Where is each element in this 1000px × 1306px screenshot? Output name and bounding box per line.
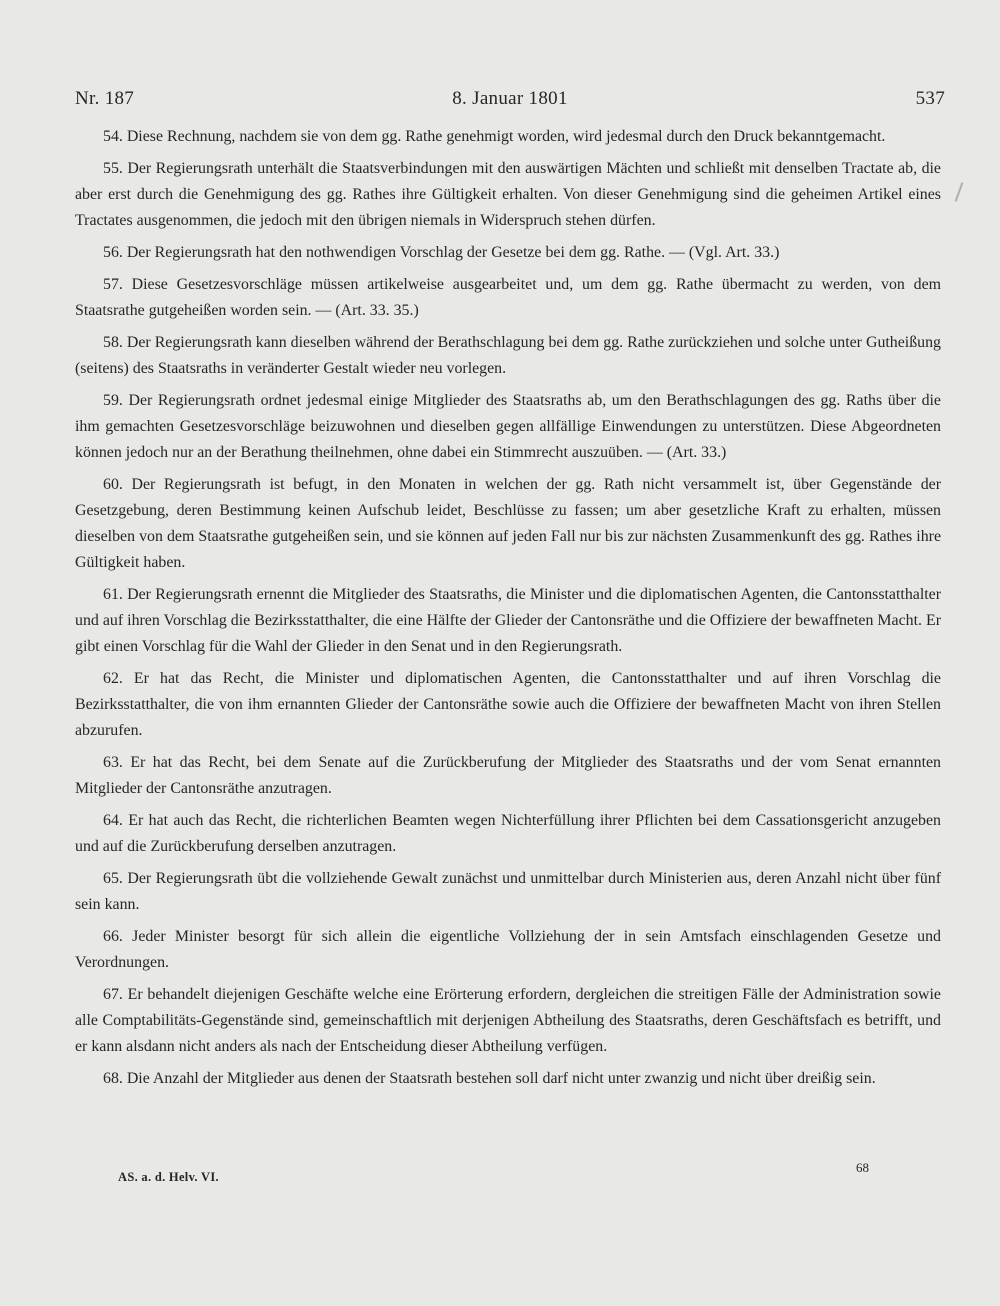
article-56: 56. Der Regierungsrath hat den nothwendigen Vorschlag der Gesetze bei dem gg. Rathe. — (Vgl. Art. 33.) — [103, 244, 780, 261]
article-55: 55. Der Regierungsrath unterhält die Staatsverbindungen mit den auswärtigen Mächten und schließt mit denselben Tractate ab, die aber erst durch die Genehmigung des gg. Rathes ihre Gültigkeit erhalten. Von dieser Genehmigung sind die geheimen Artikel eines Tractates ausgenommen, die jedoch mit den übrigen niemals in Widerspruch stehen dürfen. — [75, 160, 941, 229]
article-59: 59. Der Regierungsrath ordnet jedesmal einige Mitglieder des Staatsraths ab, um den Berathschlagungen des gg. Raths über die ihm gemachten Gesetzesvorschläge beizuwohnen und dieselben gegen allfällige Einwendungen zu unterstützen. Diese Abgeordneten können jedoch nur an der Berathung theilnehmen, ohne dabei ein Stimmrecht auszuüben. — (Art. 33.) — [75, 392, 941, 461]
margin-mark — [955, 182, 964, 201]
article-57: 57. Diese Gesetzesvorschläge müssen artikelweise ausgearbeitet und, um dem gg. Rathe übermacht zu werden, von dem Staatsrathe gutgeheißen worden sein. — (Art. 33. 35.) — [75, 276, 941, 319]
article-58: 58. Der Regierungsrath kann dieselben während der Berathschlagung bei dem gg. Rathe zurückziehen und solche unter Gutheißung (seitens) des Staatsraths in veränderter Gestalt wieder neu vorlegen. — [75, 334, 941, 377]
article-54: 54. Diese Rechnung, nachdem sie von dem gg. Rathe genehmigt worden, wird jedesmal durch den Druck bekanntgemacht. — [103, 128, 886, 145]
article-62: 62. Er hat das Recht, die Minister und diplomatischen Agenten, die Cantonsstatthalter und auf ihren Vorschlag die Bezirksstatthalter, die von ihm ernannten Glieder der Cantonsräthe sowie auch die Offiziere der bewaffneten Macht von ihren Stellen abzurufen. — [75, 670, 941, 739]
document-date: 8. Januar 1801 — [452, 88, 568, 109]
article-66: 66. Jeder Minister besorgt für sich allein die eigentliche Vollziehung der in sein Amtsfach einschlagenden Gesetze und Verordnungen. — [75, 928, 941, 971]
page-header — [75, 88, 945, 114]
article-61: 61. Der Regierungsrath ernennt die Mitglieder des Staatsraths, die Minister und die diplomatischen Agenten, die Cantonsstatthalter und auf ihren Vorschlag die Bezirksstatthalter, die eine Hälfte der Glieder der Cantonsräthe und die Offiziere der bewaffneten Macht. Er gibt einen Vorschlag für die Wahl der Glieder in den Senat und in den Regierungsrath. — [75, 586, 941, 655]
article-67: 67. Er behandelt diejenigen Geschäfte welche eine Erörterung erfordern, dergleichen die streitigen Fälle der Administration sowie alle Comptabilitäts-Gegenstände sind, gemeinschaftlich mit derjenigen Abtheilung des Staatsraths, deren Geschäftsfach es betrifft, und er kann alsdann nicht anders als nach der Entscheidung dieser Abtheilung verfügen. — [75, 986, 941, 1055]
document-body — [75, 124, 941, 1098]
article-60: 60. Der Regierungsrath ist befugt, in den Monaten in welchen der gg. Rath nicht versammelt ist, über Gegenstände der Gesetzgebung, deren Bestimmung keinen Aufschub leidet, Beschlüsse zu fassen; um aber gesetzliche Kraft zu erhalten, müssen dieselben von dem Staatsrathe gutgeheißen sein, und sie können auf jeden Fall nur bis zur nächsten Zusammenkunft des gg. Rathes ihre Gültigkeit haben. — [75, 476, 941, 571]
article-63: 63. Er hat das Recht, bei dem Senate auf die Zurückberufung der Mitglieder des Staatsraths und der vom Senat ernannten Mitglieder der Cantonsräthe anzutragen. — [75, 754, 941, 797]
page-number: 537 — [915, 88, 945, 109]
source-signature: AS. a. d. Helv. VI. — [118, 1170, 219, 1184]
sheet-number: 68 — [856, 1160, 869, 1175]
article-68: 68. Die Anzahl der Mitglieder aus denen der Staatsrath bestehen soll darf nicht unter zwanzig und nicht über dreißig sein. — [103, 1070, 876, 1087]
article-65: 65. Der Regierungsrath übt die vollziehende Gewalt zunächst und unmittelbar durch Ministerien aus, deren Anzahl nicht über fünf sein kann. — [75, 870, 941, 913]
document-number: Nr. 187 — [75, 88, 135, 109]
article-64: 64. Er hat auch das Recht, die richterlichen Beamten wegen Nichterfüllung ihrer Pflichten bei dem Cassationsgericht anzugeben und auf die Zurückberufung derselben anzutragen. — [75, 812, 941, 855]
